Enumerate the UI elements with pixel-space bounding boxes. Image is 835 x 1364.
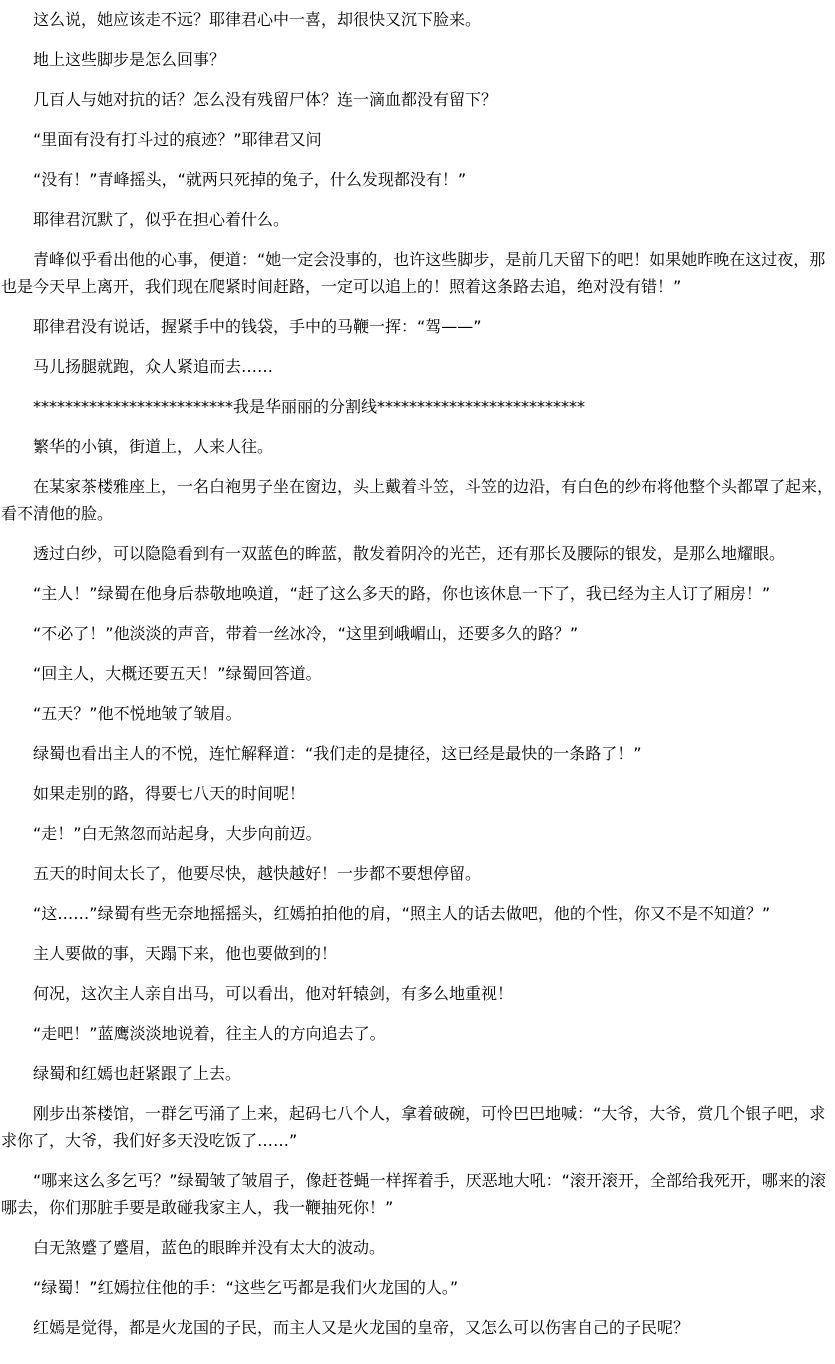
paragraph: 绿蜀也看出主人的不悦，连忙解释道：“我们走的是捷径，这已经是最快的一条路了！” [33,744,642,763]
paragraph: 几百人与她对抗的话？怎么没有残留尸体？连一滴血都没有留下？ [33,90,498,109]
paragraph: 耶律君没有说话，握紧手中的钱袋，手中的马鞭一挥：“驾——” [33,317,482,336]
paragraph: 地上这些脚步是怎么回事？ [33,50,226,69]
paragraph: 刚步出茶楼馆，一群乞丐涌了上来，起码七八个人，拿着破碗，可怜巴巴地喊：“大爷，大爷，赏几个银子吧，求求你了，大爷，我们好多天没吃饭了……” [1,1104,826,1150]
paragraph: 五天的时间太长了，他要尽快，越快越好！一步都不要想停留。 [33,864,482,883]
paragraph: “哪来这么多乞丐？”绿蜀皱了皱眉子，像赶苍蝇一样挥着手，厌恶地大吼：“滚开滚开，全部给我死开，哪来的滚哪去，你们那脏手要是敢碰我家主人，我一鞭抽死你！” [1,1171,826,1217]
novel-content [1,6,833,1341]
paragraph: 马儿扬腿就跑，众人紧追而去…… [33,357,274,376]
paragraph: “走！”白无煞忽而站起身，大步向前迈。 [33,824,322,843]
paragraph: 绿蜀和红嫣也赶紧跟了上去。 [33,1064,242,1083]
paragraph: 青峰似乎看出他的心事，便道：“她一定会没事的，也许这些脚步，是前几天留下的吧！如果她昨晚在这过夜，那也是今天早上离开，我们现在爬紧时间赶路，一定可以追上的！照着这条路去追，绝对没有错！” [1,250,826,296]
paragraph: “不必了！”他淡淡的声音，带着一丝冰冷，“这里到峨嵋山，还要多久的路？” [33,624,579,643]
paragraph: “绿蜀！”红嫣拉住他的手：“这些乞丐都是我们火龙国的人。” [33,1278,459,1297]
paragraph: 主人要做的事，天蹋下来，他也要做到的！ [33,944,338,963]
paragraph: “没有！”青峰摇头，“就两只死掉的兔子，什么发现都没有！” [33,170,467,189]
paragraph: 繁华的小镇，街道上，人来人往。 [33,437,274,456]
paragraph: 白无煞蹙了蹙眉，蓝色的眼眸并没有太大的波动。 [33,1238,386,1257]
paragraph: “里面有没有打斗过的痕迹？”耶律君又问 [33,130,322,149]
paragraph: “走吧！”蓝鹰淡淡地说着，往主人的方向追去了。 [33,1024,386,1043]
paragraph: 在某家茶楼雅座上，一名白袍男子坐在窗边，头上戴着斗笠，斗笠的边沿，有白色的纱布将他整个头都罩了起来，看不清他的脸。 [1,477,834,523]
paragraph: 透过白纱，可以隐隐看到有一双蓝色的眸蓝，散发着阴冷的光芒，还有那长及腰际的银发，是那么地耀眼。 [33,544,786,563]
paragraph: “这……”绿蜀有些无奈地摇摇头，红嫣拍拍他的肩，“照主人的话去做吧，他的个性，你又不是不知道？” [33,904,771,923]
paragraph: 如果走别的路，得要七八天的时间呢！ [33,784,306,803]
paragraph: 何况，这次主人亲自出马，可以看出，他对轩辕剑，有多么地重视！ [33,984,514,1003]
paragraph: 这么说，她应该走不远？耶律君心中一喜，却很快又沉下脸来。 [33,10,482,29]
separator-line: *************************我是华丽丽的分割线************************** [33,397,586,416]
paragraph: “回主人，大概还要五天！”绿蜀回答道。 [33,664,322,683]
paragraph: 红嫣是觉得，都是火龙国的子民，而主人又是火龙国的皇帝，又怎么可以伤害自己的子民呢？ [33,1318,690,1337]
paragraph: “五天？”他不悦地皱了皱眉。 [33,704,242,723]
paragraph: “主人！”绿蜀在他身后恭敬地唤道，“赶了这么多天的路，你也该休息一下了，我已经为主人订了厢房！” [33,584,771,603]
paragraph: 耶律君沉默了，似乎在担心着什么。 [33,210,290,229]
